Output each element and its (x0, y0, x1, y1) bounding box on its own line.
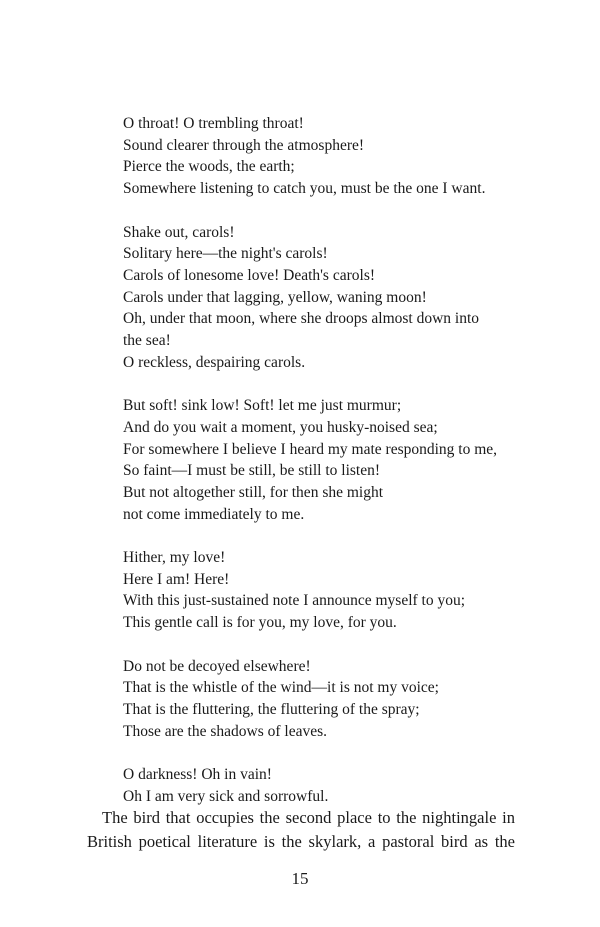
poem-line: Carols of lonesome love! Death's carols! (123, 266, 376, 284)
poem-line: O throat! O trembling throat! (123, 115, 304, 132)
poem-line: But soft! sink low! Soft! let me just murmur; (123, 397, 402, 415)
poem-line: Carols under that lagging, yellow, waning moon! (123, 288, 427, 306)
poem-line: And do you wait a moment, you husky-noised sea; (123, 418, 438, 436)
poem-line: Those are the shadows of leaves. (123, 722, 328, 740)
poem-line: This gentle call is for you, my love, for you. (123, 614, 397, 632)
poem-line: the sea! (123, 332, 171, 350)
stanza (123, 764, 523, 807)
stanza (123, 547, 523, 634)
poem-line: Here I am! Here! (123, 570, 230, 588)
prose-line: British poetical literature is the skylark, a pastoral bird as the (87, 832, 515, 851)
poem-line: not come immediately to me. (123, 505, 305, 523)
prose-paragraph (87, 806, 515, 854)
poem-line: Shake out, carols! (123, 223, 235, 241)
poem-line: Solitary here—the night's carols! (123, 245, 328, 263)
poem-line: Somewhere listening to catch you, must be the one I want. (123, 180, 486, 198)
stanza (123, 113, 523, 200)
poem-line: O darkness! Oh in vain! (123, 766, 272, 784)
poem-line: Sound clearer through the atmosphere! (123, 136, 365, 154)
poem-line: Hither, my love! (123, 549, 226, 567)
poem-line: That is the whistle of the wind—it is not my voice; (123, 679, 439, 697)
poem-line: For somewhere I believe I heard my mate responding to me, (123, 440, 498, 458)
stanza (123, 222, 523, 374)
poem-line: Oh I am very sick and sorrowful. (123, 787, 329, 805)
poem-line: Do not be decoyed elsewhere! (123, 657, 311, 675)
poem-line: With this just-sustained note I announce myself to you; (123, 592, 466, 610)
poem-line: Pierce the woods, the earth; (123, 158, 295, 176)
poem-excerpt (123, 113, 523, 807)
stanza (123, 395, 523, 525)
poem-line: O reckless, despairing carols. (123, 353, 306, 371)
poem-line: That is the fluttering, the fluttering of the spray; (123, 700, 420, 718)
page-number: 15 (291, 869, 309, 888)
poem-line: So faint—I must be still, be still to listen! (123, 462, 381, 480)
prose-line: The bird that occupies the second place to the nightingale in (102, 808, 515, 827)
stanza (123, 656, 523, 743)
poem-line: But not altogether still, for then she might (123, 483, 384, 501)
poem-line: Oh, under that moon, where she droops almost down into (123, 310, 480, 328)
